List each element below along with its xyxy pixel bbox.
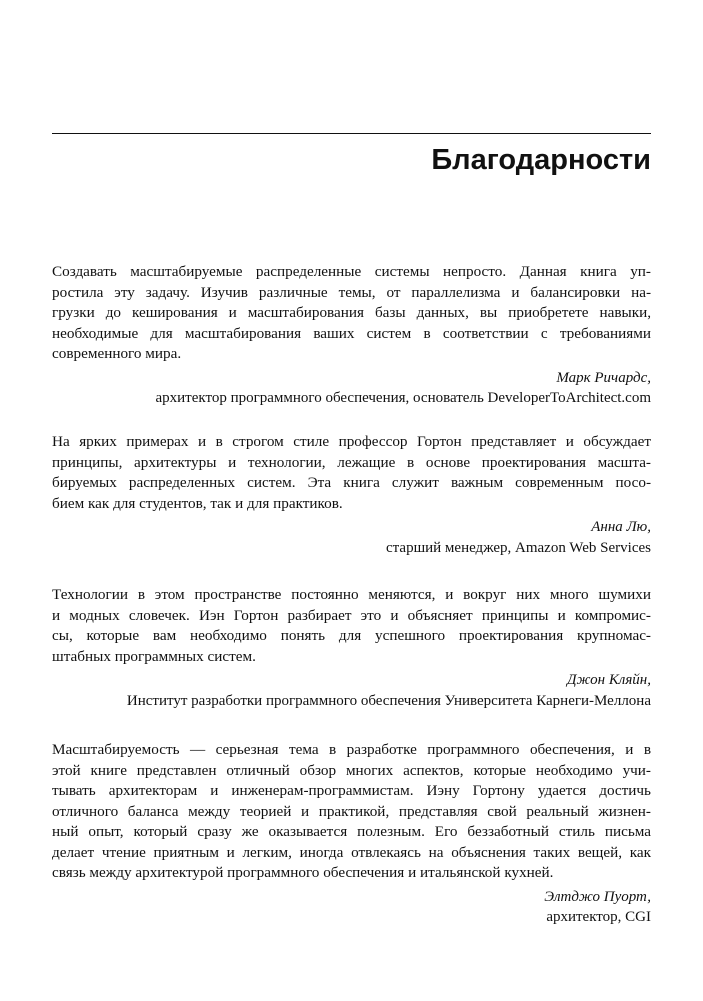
testimonial-text — [52, 262, 651, 365]
text-line: Создавать масштабируемые распределенные системы непросто. Данная книга уп- — [52, 263, 651, 280]
testimonial-role: старший менеджер, Amazon Web Services — [386, 539, 651, 556]
testimonial-author: Марк Ричардс, — [556, 369, 651, 386]
testimonial-author: Анна Лю, — [591, 519, 651, 535]
text-line: бием как для студентов, так и для практиков. — [52, 494, 343, 512]
testimonial-klein — [52, 585, 651, 711]
text-line: принципы, архитектуры и технологии, лежащие в основе проектирования масшта- — [52, 453, 651, 471]
text-line: этой книге представлен отличный обзор многих аспектов, которые необходимо учи- — [52, 761, 651, 779]
text-line: делает чтение приятным и легким, иногда отвлекаясь на объяснения таких вещей, как — [52, 843, 651, 861]
text-line: ный опыт, который сразу же оказывается полезным. Его беззаботный стиль письма — [52, 823, 651, 840]
testimonial-author: Элтджо Пуорт, — [544, 888, 651, 905]
text-line: необходимые для масштабирования ваших систем в соответствии с требованиями — [52, 324, 651, 342]
text-line: связь между архитектурой программного обеспечения и итальянской кухней. — [52, 864, 554, 881]
testimonial-author: Джон Кляйн, — [567, 672, 651, 688]
testimonial-role: архитектор, CGI — [546, 909, 651, 925]
header-rule — [52, 133, 651, 134]
testimonial-poort — [52, 740, 651, 928]
text-line: тывать архитекторам и инженерам-программистам. Иэну Гортону удается достичь — [52, 782, 651, 799]
testimonial-richards — [52, 262, 651, 409]
text-line: бируемых распределенных систем. Эта книга служит важным современным посо- — [52, 474, 651, 491]
text-line: современного мира. — [52, 345, 182, 362]
text-line: сы, которые вам необходимо понять для успешного проектирования крупномас- — [52, 627, 651, 644]
text-line: Технологии в этом пространстве постоянно меняются, и вокруг них много шумихи — [52, 586, 651, 603]
testimonial-text — [52, 585, 651, 667]
testimonial-text — [52, 740, 651, 884]
text-line: и модных словечек. Иэн Гортон разбирает это и объясняет принципы и компромис- — [52, 606, 651, 624]
text-line: Масштабируемость — серьезная тема в разработке программного обеспечения, и в — [52, 741, 651, 758]
text-line: грузки до кеширования и масштабирования базы данных, вы приобретете навыки, — [52, 304, 651, 321]
testimonial-liu — [52, 432, 651, 558]
text-line: ростила эту задачу. Изучив различные темы, от параллелизма и балансировки на- — [52, 283, 651, 301]
text-line: На ярких примерах и в строгом стиле профессор Гортон представляет и обсуждает — [52, 433, 651, 450]
text-line: отличного баланса между теорией и практикой, представляя свой реальный жизнен- — [52, 802, 651, 820]
testimonial-role: архитектор программного обеспечения, основатель DeveloperToArchitect.com — [155, 390, 651, 406]
text-line: штабных программных систем. — [52, 647, 256, 665]
testimonial-role: Институт разработки программного обеспечения Университета Карнеги-Меллона — [126, 692, 651, 709]
testimonial-text — [52, 432, 651, 514]
page-title: Благодарности — [431, 144, 651, 176]
